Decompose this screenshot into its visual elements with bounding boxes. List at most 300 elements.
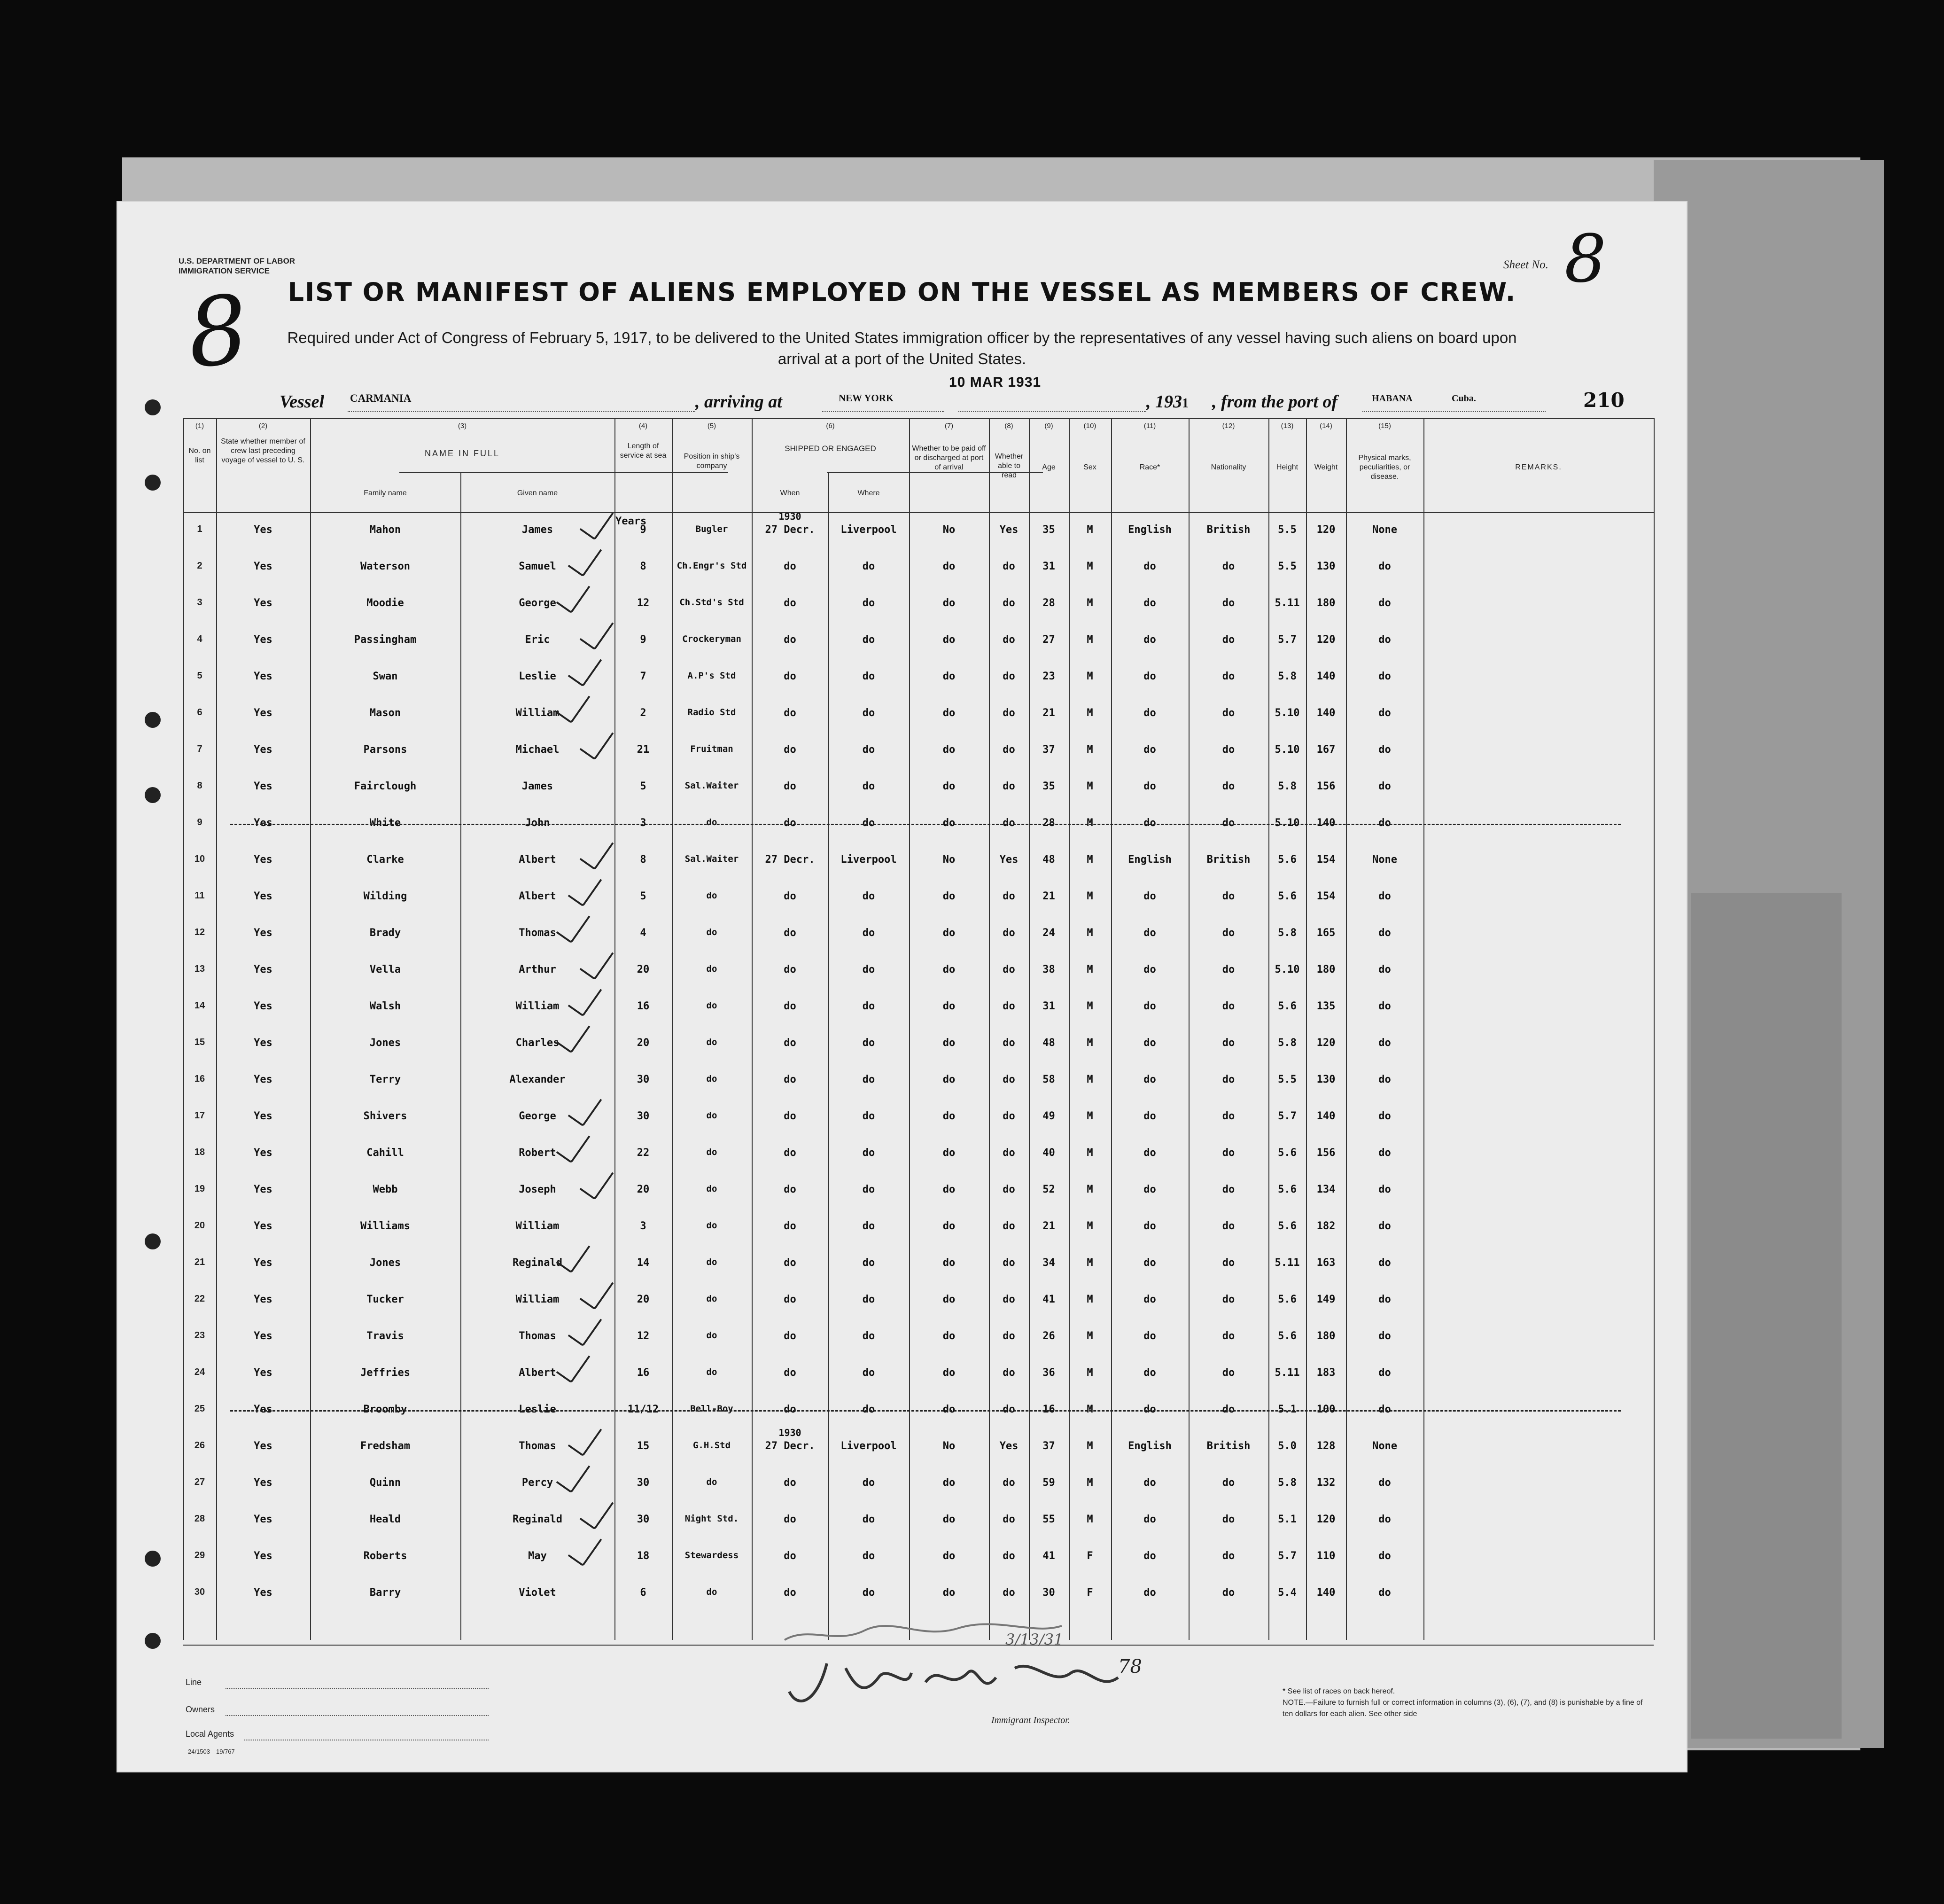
cell-ht: 5.5 bbox=[1278, 1074, 1297, 1085]
cell-nat: do bbox=[1222, 817, 1235, 829]
cell-pos: Sal.Waiter bbox=[684, 780, 739, 791]
cell-svc: 5 bbox=[640, 890, 646, 902]
cell-svc: 5 bbox=[640, 780, 646, 792]
cell-wt: 140 bbox=[1316, 1110, 1336, 1122]
cell-pos: Stewardess bbox=[684, 1550, 739, 1561]
cell-given: James bbox=[521, 780, 553, 792]
header-state-whether: State whether member of crew last preceding voyage of vessel to U. S. bbox=[221, 437, 305, 464]
cell-read: do bbox=[1003, 1184, 1015, 1195]
cell-svc: 20 bbox=[637, 1184, 650, 1195]
cell-race: do bbox=[1143, 1110, 1156, 1122]
date-stamp: 10 MAR 1931 bbox=[949, 375, 1042, 390]
cell-where: do bbox=[862, 1367, 875, 1379]
cell-age: 48 bbox=[1042, 1037, 1055, 1049]
cell-sex: M bbox=[1087, 1440, 1093, 1452]
cell-family: Clarke bbox=[366, 854, 404, 866]
cell-us: Yes bbox=[254, 1477, 272, 1489]
header-remarks: REMARKS. bbox=[1515, 463, 1562, 471]
cell-race: English bbox=[1128, 854, 1172, 866]
cell-race: do bbox=[1143, 780, 1156, 792]
cell-phys: do bbox=[1378, 1367, 1391, 1379]
table-row bbox=[183, 744, 1654, 771]
cell-us: Yes bbox=[254, 1184, 272, 1195]
cell-where: do bbox=[862, 1074, 875, 1085]
cell-svc: 20 bbox=[637, 964, 650, 975]
cell-phys: None bbox=[1372, 854, 1397, 866]
cell-paid: do bbox=[942, 1110, 956, 1122]
strike-through-line bbox=[230, 824, 1621, 825]
cell-given: Violet bbox=[519, 1587, 556, 1599]
cell-when: do bbox=[784, 1477, 796, 1489]
from-port-label: , from the port of bbox=[1212, 392, 1338, 412]
cell-family: Mason bbox=[369, 707, 401, 719]
header-given-name: Given name bbox=[517, 489, 558, 497]
vessel-name: CARMANIA bbox=[350, 392, 412, 404]
cell-us: Yes bbox=[254, 1367, 272, 1379]
cell-where: do bbox=[862, 1110, 875, 1122]
cell-wt: 140 bbox=[1316, 707, 1336, 719]
cell-sex: M bbox=[1087, 1147, 1093, 1159]
cell-ht: 5.10 bbox=[1275, 707, 1300, 719]
header-no-on-list: No. on list bbox=[188, 447, 211, 464]
row-number: 29 bbox=[194, 1550, 205, 1561]
cell-pos: do bbox=[706, 1220, 717, 1231]
cell-phys: do bbox=[1378, 1000, 1391, 1012]
cell-where: do bbox=[862, 744, 875, 756]
cell-read: do bbox=[1003, 927, 1015, 939]
cell-family: Quinn bbox=[369, 1477, 401, 1489]
page-title: LIST OR MANIFEST OF ALIENS EMPLOYED ON THE VESSEL AS MEMBERS OF CREW. bbox=[288, 277, 1516, 307]
header-race: Race* bbox=[1139, 463, 1160, 471]
cell-wt: 156 bbox=[1316, 780, 1336, 792]
cell-family: Wilding bbox=[363, 890, 407, 902]
cell-pos: do bbox=[706, 1257, 717, 1267]
cell-read: do bbox=[1003, 634, 1015, 646]
row-number: 3 bbox=[197, 597, 202, 608]
cell-ht: 5.8 bbox=[1278, 927, 1297, 939]
cell-where: do bbox=[862, 1477, 875, 1489]
cell-svc: 16 bbox=[637, 1367, 650, 1379]
cell-given: Albert bbox=[519, 854, 556, 866]
cell-read: do bbox=[1003, 597, 1015, 609]
cell-svc: 30 bbox=[637, 1477, 650, 1489]
cell-ht: 5.5 bbox=[1278, 524, 1297, 536]
cell-phys: do bbox=[1378, 1330, 1391, 1342]
cell-read: do bbox=[1003, 1037, 1015, 1049]
table-row bbox=[183, 1550, 1654, 1577]
cell-us: Yes bbox=[254, 1294, 272, 1305]
cell-wt: 180 bbox=[1316, 964, 1336, 975]
form-id: 24/1503—19/767 bbox=[188, 1748, 235, 1755]
cell-wt: 140 bbox=[1316, 1587, 1336, 1599]
cell-where: do bbox=[862, 780, 875, 792]
cell-nat: do bbox=[1222, 634, 1235, 646]
cell-when-year: 1930 bbox=[778, 511, 801, 522]
cell-where: do bbox=[862, 1037, 875, 1049]
cell-us: Yes bbox=[254, 927, 272, 939]
cell-when: do bbox=[784, 671, 796, 682]
cell-pos: do bbox=[706, 1367, 717, 1377]
cell-age: 31 bbox=[1042, 1000, 1055, 1012]
cell-sex: M bbox=[1087, 780, 1093, 792]
cell-read: do bbox=[1003, 1550, 1015, 1562]
cell-where: do bbox=[862, 1587, 875, 1599]
cell-family: Tucker bbox=[366, 1294, 404, 1305]
col-num: (15) bbox=[1378, 422, 1391, 430]
cell-svc: 16 bbox=[637, 1000, 650, 1012]
cell-us: Yes bbox=[254, 561, 272, 572]
cell-when: do bbox=[784, 1367, 796, 1379]
cell-family: Vella bbox=[369, 964, 401, 975]
cell-paid: No bbox=[942, 854, 956, 866]
cell-given: James bbox=[521, 524, 553, 536]
row-number: 24 bbox=[194, 1367, 205, 1377]
cell-when: do bbox=[784, 1110, 796, 1122]
cell-given: William bbox=[515, 1220, 560, 1232]
signature-number: 78 bbox=[1118, 1656, 1142, 1678]
cell-family: Walsh bbox=[369, 1000, 401, 1012]
cell-svc: 12 bbox=[637, 1330, 650, 1342]
cell-age: 21 bbox=[1042, 707, 1055, 719]
table-row bbox=[183, 1037, 1654, 1064]
cell-phys: None bbox=[1372, 524, 1397, 536]
cell-paid: do bbox=[942, 597, 956, 609]
cell-sex: M bbox=[1087, 597, 1093, 609]
cell-svc: 18 bbox=[637, 1550, 650, 1562]
table-row bbox=[183, 1587, 1654, 1614]
header-weight: Weight bbox=[1314, 463, 1338, 471]
cell-when: do bbox=[784, 964, 796, 975]
cell-age: 38 bbox=[1042, 964, 1055, 975]
cell-family: White bbox=[369, 817, 401, 829]
col-num: (12) bbox=[1222, 422, 1235, 430]
cell-paid: do bbox=[942, 964, 956, 975]
col-num: (3) bbox=[458, 422, 467, 430]
strike-through-line bbox=[230, 1410, 1621, 1412]
cell-age: 28 bbox=[1042, 817, 1055, 829]
cell-nat: do bbox=[1222, 1257, 1235, 1269]
cell-svc: 21 bbox=[637, 744, 650, 756]
name-subheader-line bbox=[399, 472, 728, 473]
cell-race: do bbox=[1143, 964, 1156, 975]
cell-when: do bbox=[784, 1220, 796, 1232]
cell-us: Yes bbox=[254, 1000, 272, 1012]
year-digit: 1 bbox=[1182, 396, 1189, 411]
row-number: 6 bbox=[197, 707, 202, 718]
cell-age: 27 bbox=[1042, 634, 1055, 646]
col-num: (1) bbox=[195, 422, 204, 430]
cell-when: do bbox=[784, 780, 796, 792]
cell-ht: 5.8 bbox=[1278, 1037, 1297, 1049]
cell-phys: do bbox=[1378, 671, 1391, 682]
cell-family: Fredsham bbox=[360, 1440, 410, 1452]
cell-where: do bbox=[862, 1514, 875, 1525]
cell-us: Yes bbox=[254, 1220, 272, 1232]
cell-paid: do bbox=[942, 561, 956, 572]
cell-pos: Radio Std bbox=[687, 707, 736, 718]
handwritten-sheet-mark: 8 bbox=[182, 274, 254, 390]
sheet-label: Sheet No. bbox=[1503, 258, 1548, 271]
cell-ht: 5.6 bbox=[1278, 1220, 1297, 1232]
cell-pos: do bbox=[706, 1110, 717, 1121]
cell-age: 48 bbox=[1042, 854, 1055, 866]
cell-family: Swan bbox=[373, 671, 398, 682]
cell-where: do bbox=[862, 1000, 875, 1012]
sheet-number-label bbox=[1503, 258, 1548, 272]
cell-pos: do bbox=[706, 1477, 717, 1487]
cell-svc: 8 bbox=[640, 854, 646, 866]
header-age: Age bbox=[1042, 463, 1056, 471]
table-row bbox=[183, 1257, 1654, 1284]
cell-when: do bbox=[784, 707, 796, 719]
cell-where: do bbox=[862, 1294, 875, 1305]
cell-ht: 5.6 bbox=[1278, 890, 1297, 902]
cell-age: 34 bbox=[1042, 1257, 1055, 1269]
cell-family: Moodie bbox=[366, 597, 404, 609]
cell-race: do bbox=[1143, 1000, 1156, 1012]
cell-nat: do bbox=[1222, 744, 1235, 756]
cell-given: John bbox=[525, 817, 550, 829]
cell-nat: do bbox=[1222, 1550, 1235, 1562]
service-line: IMMIGRATION SERVICE bbox=[179, 266, 270, 275]
cell-given: Michael bbox=[515, 744, 560, 756]
cell-paid: do bbox=[942, 1294, 956, 1305]
cell-phys: do bbox=[1378, 780, 1391, 792]
cell-when: do bbox=[784, 927, 796, 939]
header-family-name: Family name bbox=[364, 489, 407, 497]
cell-age: 24 bbox=[1042, 927, 1055, 939]
cell-read: do bbox=[1003, 1404, 1015, 1415]
table-row bbox=[183, 1110, 1654, 1138]
cell-sex: M bbox=[1087, 890, 1093, 902]
table-row bbox=[183, 890, 1654, 918]
cell-svc: 6 bbox=[640, 1587, 646, 1599]
header-length-service: Length of service at sea bbox=[620, 442, 667, 460]
cell-phys: do bbox=[1378, 1404, 1391, 1415]
row-number: 28 bbox=[194, 1514, 205, 1524]
cell-wt: 140 bbox=[1316, 671, 1336, 682]
row-number: 30 bbox=[194, 1587, 205, 1597]
signature-date: 3/13/31 bbox=[1005, 1631, 1064, 1648]
cell-nat: do bbox=[1222, 1404, 1235, 1415]
cell-svc: 14 bbox=[637, 1257, 650, 1269]
cell-where: Liverpool bbox=[840, 1440, 897, 1452]
cell-nat: do bbox=[1222, 1110, 1235, 1122]
cell-family: Heald bbox=[369, 1514, 401, 1525]
cell-read: do bbox=[1003, 744, 1015, 756]
cell-paid: do bbox=[942, 927, 956, 939]
cell-age: 59 bbox=[1042, 1477, 1055, 1489]
cell-wt: 134 bbox=[1316, 1184, 1336, 1195]
col-num: (11) bbox=[1143, 422, 1156, 430]
background-paper-edge-lower bbox=[1691, 893, 1842, 1739]
cell-svc: 7 bbox=[640, 671, 646, 682]
cell-svc: 22 bbox=[637, 1147, 650, 1159]
cell-read: do bbox=[1003, 1367, 1015, 1379]
cell-phys: do bbox=[1378, 1587, 1391, 1599]
cell-read: Yes bbox=[999, 1440, 1019, 1452]
cell-family: Parsons bbox=[363, 744, 407, 756]
cell-race: do bbox=[1143, 634, 1156, 646]
cell-family: Webb bbox=[373, 1184, 398, 1195]
cell-sex: M bbox=[1087, 1037, 1093, 1049]
inspector-label: Immigrant Inspector. bbox=[991, 1715, 1070, 1725]
cell-wt: 130 bbox=[1316, 1074, 1336, 1085]
cell-paid: do bbox=[942, 1184, 956, 1195]
row-number: 5 bbox=[197, 671, 202, 681]
cell-nat: do bbox=[1222, 890, 1235, 902]
vessel-underline bbox=[348, 411, 695, 412]
cell-sex: M bbox=[1087, 1110, 1093, 1122]
cell-where: do bbox=[862, 1257, 875, 1269]
row-number: 1 bbox=[197, 524, 202, 534]
department-header bbox=[179, 256, 295, 276]
manifest-sheet bbox=[117, 202, 1687, 1771]
cell-family: Terry bbox=[369, 1074, 401, 1085]
cell-pos: do bbox=[706, 817, 717, 827]
cell-paid: do bbox=[942, 744, 956, 756]
cell-when: do bbox=[784, 1074, 796, 1085]
row-number: 2 bbox=[197, 561, 202, 571]
cell-ht: 5.6 bbox=[1278, 1294, 1297, 1305]
cell-paid: do bbox=[942, 707, 956, 719]
header-paid-off: Whether to be paid off or discharged at port of arrival bbox=[912, 445, 986, 471]
cell-family: Barry bbox=[369, 1587, 401, 1599]
table-row bbox=[183, 854, 1654, 881]
cell-where: do bbox=[862, 1404, 875, 1415]
page-subtitle: Required under Act of Congress of February 5, 1917, to be delivered to the United States immigration officer by the representatives of any vessel having such aliens on board upon arrival at a port of the United States. bbox=[287, 329, 1517, 367]
cell-age: 35 bbox=[1042, 780, 1055, 792]
cell-race: do bbox=[1143, 1037, 1156, 1049]
cell-svc: 20 bbox=[637, 1037, 650, 1049]
cell-read: do bbox=[1003, 1514, 1015, 1525]
cell-nat: do bbox=[1222, 780, 1235, 792]
cell-age: 37 bbox=[1042, 1440, 1055, 1452]
cell-pos: do bbox=[706, 890, 717, 901]
row-number: 16 bbox=[194, 1074, 205, 1084]
cell-when: do bbox=[784, 1550, 796, 1562]
cell-when: do bbox=[784, 1147, 796, 1159]
cell-nat: do bbox=[1222, 1184, 1235, 1195]
cell-nat: do bbox=[1222, 1330, 1235, 1342]
cell-paid: No bbox=[942, 524, 956, 536]
cell-paid: do bbox=[942, 1074, 956, 1085]
header-physical: Physical marks, peculiarities, or disease. bbox=[1358, 454, 1411, 481]
table-row bbox=[183, 1427, 1654, 1467]
cell-ht: 5.8 bbox=[1278, 780, 1297, 792]
cell-given: Reginald bbox=[513, 1257, 562, 1269]
cell-when: do bbox=[784, 890, 796, 902]
cell-where: do bbox=[862, 890, 875, 902]
cell-age: 40 bbox=[1042, 1147, 1055, 1159]
table-row bbox=[183, 927, 1654, 954]
cell-when: do bbox=[784, 744, 796, 756]
cell-svc: 12 bbox=[637, 597, 650, 609]
cell-phys: do bbox=[1378, 1074, 1391, 1085]
punch-hole bbox=[145, 1551, 161, 1567]
cell-wt: 183 bbox=[1316, 1367, 1336, 1379]
cell-us: Yes bbox=[254, 1330, 272, 1342]
cell-read: do bbox=[1003, 964, 1015, 975]
cell-read: Yes bbox=[999, 524, 1019, 536]
line-label: Line bbox=[186, 1678, 202, 1687]
cell-age: 55 bbox=[1042, 1514, 1055, 1525]
cell-when: do bbox=[784, 1330, 796, 1342]
cell-paid: do bbox=[942, 1550, 956, 1562]
cell-paid: do bbox=[942, 1000, 956, 1012]
cell-svc: 2 bbox=[640, 707, 646, 719]
cell-nat: do bbox=[1222, 1294, 1235, 1305]
cell-phys: do bbox=[1378, 1184, 1391, 1195]
cell-sex: M bbox=[1087, 1404, 1093, 1415]
cell-ht: 5.4 bbox=[1278, 1587, 1297, 1599]
header-bottom-border bbox=[183, 512, 1654, 513]
row-number: 12 bbox=[194, 927, 205, 937]
cell-us: Yes bbox=[254, 854, 272, 866]
cell-paid: do bbox=[942, 890, 956, 902]
cell-sex: M bbox=[1087, 744, 1093, 756]
from-underline bbox=[1362, 411, 1546, 412]
row-number: 15 bbox=[194, 1037, 205, 1047]
cell-phys: do bbox=[1378, 1477, 1391, 1489]
year-prefix: , 193 bbox=[1146, 392, 1182, 412]
cell-us: Yes bbox=[254, 1514, 272, 1525]
cell-read: do bbox=[1003, 1587, 1015, 1599]
cell-sex: M bbox=[1087, 671, 1093, 682]
cell-svc: 9 bbox=[640, 524, 646, 536]
cell-age: 30 bbox=[1042, 1587, 1055, 1599]
cell-wt: 120 bbox=[1316, 634, 1336, 646]
table-row bbox=[183, 817, 1654, 844]
cell-given: George bbox=[519, 1110, 556, 1122]
cell-svc: 15 bbox=[637, 1440, 650, 1452]
cell-given: Eric bbox=[525, 634, 550, 646]
cell-age: 35 bbox=[1042, 524, 1055, 536]
cell-read: do bbox=[1003, 817, 1015, 829]
cell-race: do bbox=[1143, 597, 1156, 609]
cell-when: 27 Decr. bbox=[765, 854, 815, 866]
cell-when-year: 1930 bbox=[778, 1427, 801, 1438]
cell-given: Leslie bbox=[519, 671, 556, 682]
cell-when: do bbox=[784, 1257, 796, 1269]
table-row bbox=[183, 1220, 1654, 1248]
cell-paid: do bbox=[942, 1257, 956, 1269]
table-row bbox=[183, 671, 1654, 698]
cell-family: Jones bbox=[369, 1257, 401, 1269]
cell-phys: do bbox=[1378, 744, 1391, 756]
cell-race: do bbox=[1143, 1477, 1156, 1489]
cell-family: Roberts bbox=[363, 1550, 407, 1562]
cell-ht: 5.10 bbox=[1275, 964, 1300, 975]
cell-given: Reginald bbox=[513, 1514, 562, 1525]
owners-label: Owners bbox=[186, 1705, 215, 1714]
cell-given: William bbox=[515, 1000, 560, 1012]
table-row bbox=[183, 1514, 1654, 1541]
cell-nat: do bbox=[1222, 1587, 1235, 1599]
cell-when: do bbox=[784, 597, 796, 609]
cell-ht: 5.5 bbox=[1278, 561, 1297, 572]
cell-family: Mahon bbox=[369, 524, 401, 536]
cell-given: Thomas bbox=[519, 1440, 556, 1452]
cell-sex: M bbox=[1087, 561, 1093, 572]
cell-read: do bbox=[1003, 780, 1015, 792]
row-number: 25 bbox=[194, 1404, 205, 1414]
table-row bbox=[183, 1477, 1654, 1504]
cell-sex: M bbox=[1087, 1514, 1093, 1525]
cell-phys: do bbox=[1378, 1220, 1391, 1232]
cell-read: do bbox=[1003, 1000, 1015, 1012]
row-number: 11 bbox=[194, 890, 205, 901]
